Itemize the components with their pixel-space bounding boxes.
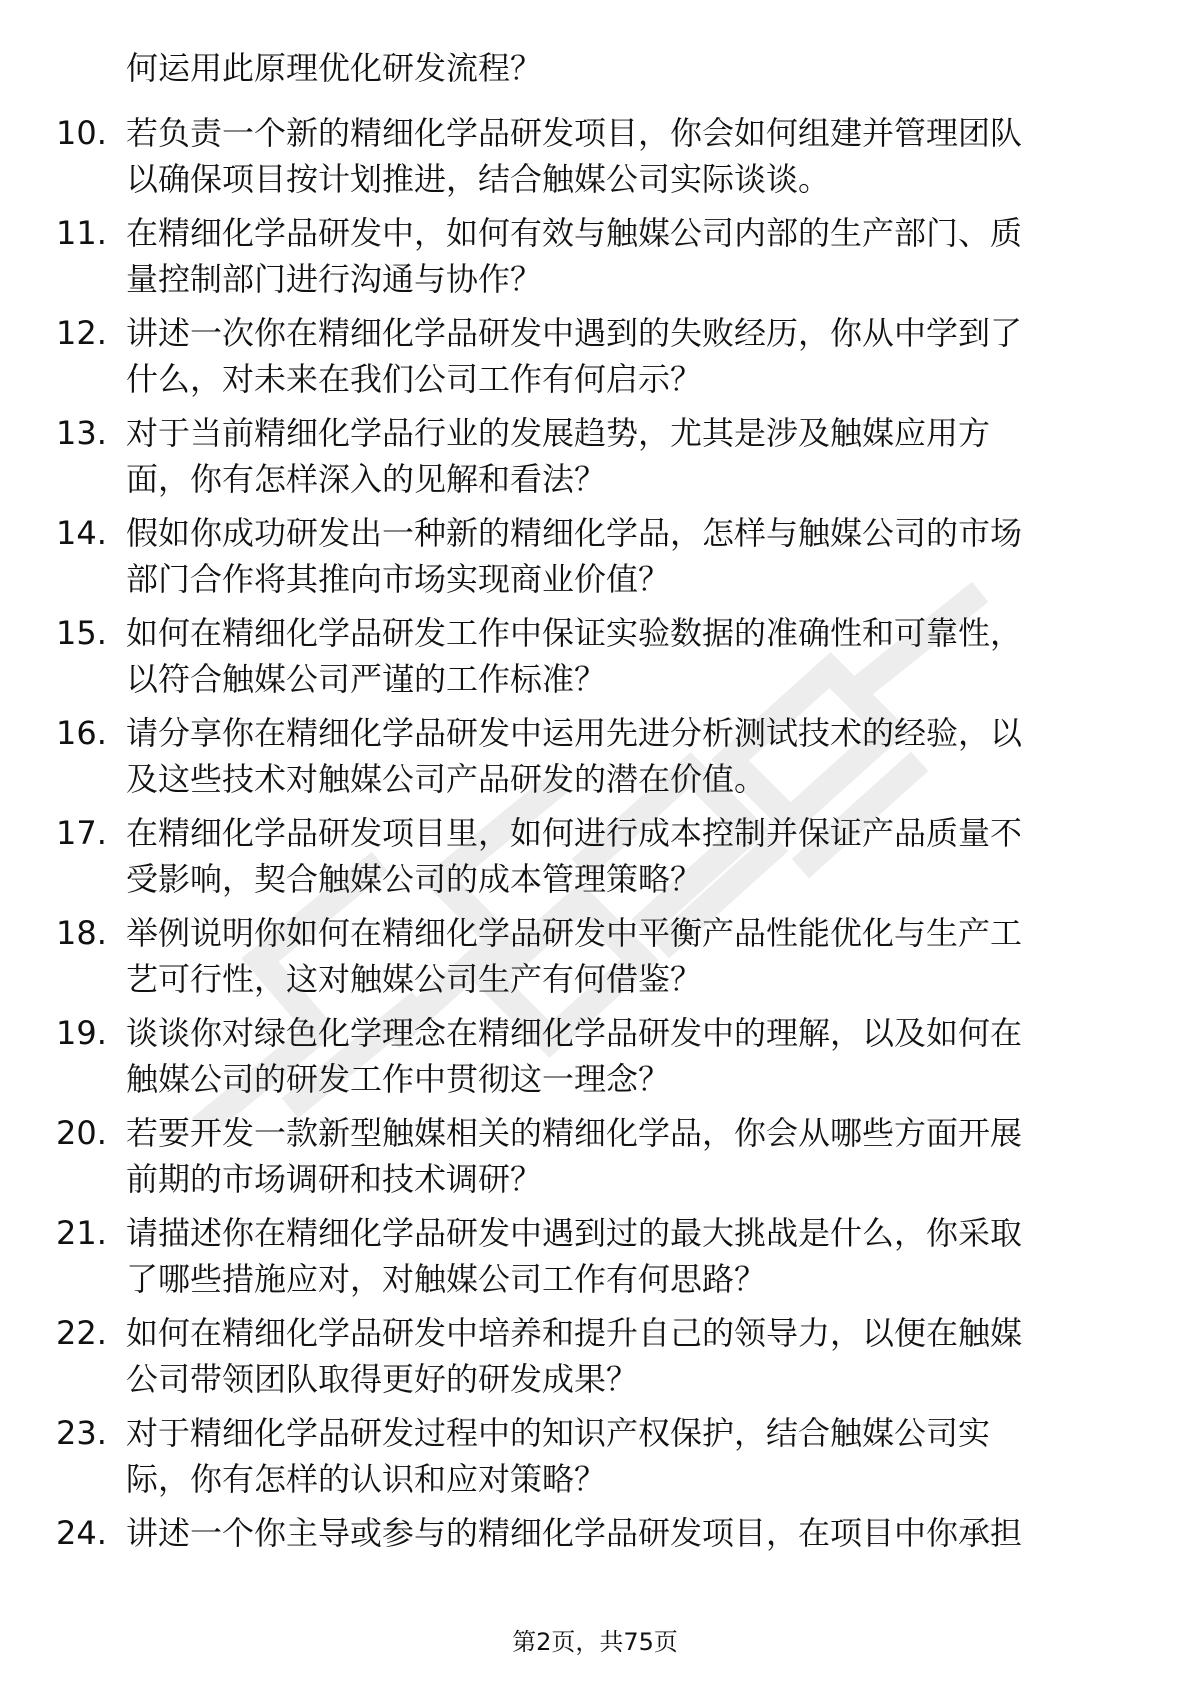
question-text — [126, 210, 1111, 302]
question-number: 19. — [56, 1014, 107, 1052]
question-text — [126, 410, 1111, 502]
question-text — [126, 1310, 1111, 1402]
question-number: 13. — [56, 414, 107, 452]
question-text-line: 量控制部门进行沟通与协作？ — [126, 260, 543, 298]
question-item — [0, 1410, 1190, 1510]
question-item — [0, 1510, 1190, 1610]
question-text-line: 举例说明你如何在精细化学品研发中平衡产品性能优化与生产工 — [126, 914, 1023, 952]
question-number: 16. — [56, 714, 107, 752]
question-text — [126, 610, 1111, 702]
question-text-line: 受影响，契合触媒公司的成本管理策略？ — [126, 860, 703, 898]
question-item — [0, 1010, 1190, 1110]
question-text-line: 对于精细化学品研发过程中的知识产权保护，结合触媒公司实 — [126, 1414, 991, 1452]
question-text-line: 艺可行性，这对触媒公司生产有何借鉴？ — [126, 960, 703, 998]
question-text-line: 公司带领团队取得更好的研发成果？ — [126, 1360, 639, 1398]
question-text — [126, 1010, 1111, 1102]
question-text — [126, 910, 1111, 1002]
question-item — [0, 1210, 1190, 1310]
question-item — [0, 410, 1190, 510]
question-text — [126, 1210, 1111, 1302]
question-item — [0, 810, 1190, 910]
question-number: 15. — [56, 614, 107, 652]
question-text-line: 如何在精细化学品研发工作中保证实验数据的准确性和可靠性， — [126, 614, 1023, 652]
question-item — [0, 1110, 1190, 1210]
question-text-line: 假如你成功研发出一种新的精细化学品，怎样与触媒公司的市场 — [126, 514, 1023, 552]
question-text-line: 若负责一个新的精细化学品研发项目，你会如何组建并管理团队 — [126, 114, 1023, 152]
question-item — [0, 510, 1190, 610]
question-number: 14. — [56, 514, 107, 552]
question-text-line: 了哪些措施应对，对触媒公司工作有何思路？ — [126, 1260, 767, 1298]
question-text — [126, 1110, 1111, 1202]
question-text-line: 面，你有怎样深入的见解和看法？ — [126, 460, 607, 498]
question-number: 17. — [56, 814, 107, 852]
question-text — [126, 810, 1111, 902]
question-item — [0, 610, 1190, 710]
question-item — [0, 310, 1190, 410]
question-text-line: 讲述一个你主导或参与的精细化学品研发项目，在项目中你承担 — [126, 1514, 1023, 1552]
question-text — [126, 710, 1111, 802]
question-number: 12. — [56, 314, 107, 352]
question-item — [0, 910, 1190, 1010]
question-text — [126, 510, 1111, 602]
question-item — [0, 1310, 1190, 1410]
question-text-line: 如何在精细化学品研发中培养和提升自己的领导力，以便在触媒 — [126, 1314, 1023, 1352]
question-number: 10. — [56, 114, 107, 152]
question-text-line: 以确保项目按计划推进，结合触媒公司实际谈谈。 — [126, 160, 831, 198]
question-number: 20. — [56, 1114, 107, 1152]
question-list — [0, 110, 1190, 1610]
question-number: 21. — [56, 1214, 107, 1252]
question-text-line: 请分享你在精细化学品研发中运用先进分析测试技术的经验，以 — [126, 714, 1023, 752]
question-number: 24. — [56, 1514, 107, 1552]
question-text-line: 谈谈你对绿色化学理念在精细化学品研发中的理解，以及如何在 — [126, 1014, 1023, 1052]
question-text-line: 若要开发一款新型触媒相关的精细化学品，你会从哪些方面开展 — [126, 1114, 1023, 1152]
page-footer: 第2页，共75页 — [512, 1628, 678, 1656]
question-number: 23. — [56, 1414, 107, 1452]
question-text-line: 际，你有怎样的认识和应对策略？ — [126, 1460, 607, 1498]
question-text-line: 请描述你在精细化学品研发中遇到过的最大挑战是什么，你采取 — [126, 1214, 1023, 1252]
question-text-line: 以符合触媒公司严谨的工作标准？ — [126, 660, 607, 698]
question-text-line: 在精细化学品研发项目里，如何进行成本控制并保证产品质量不 — [126, 814, 1023, 852]
question-item — [0, 710, 1190, 810]
question-text — [126, 1410, 1111, 1502]
question-text-line: 讲述一次你在精细化学品研发中遇到的失败经历，你从中学到了 — [126, 314, 1023, 352]
question-number: 22. — [56, 1314, 107, 1352]
question-text-line: 前期的市场调研和技术调研？ — [126, 1160, 543, 1198]
question-number: 18. — [56, 914, 107, 952]
question-item — [0, 110, 1190, 210]
question-text-line: 什么，对未来在我们公司工作有何启示？ — [126, 360, 703, 398]
question-item — [0, 210, 1190, 310]
question-text-line: 对于当前精细化学品行业的发展趋势，尤其是涉及触媒应用方 — [126, 414, 991, 452]
question-number: 11. — [56, 214, 107, 252]
question-text-line: 及这些技术对触媒公司产品研发的潜在价值。 — [126, 760, 767, 798]
question-text — [126, 1510, 1111, 1556]
question-text-line: 触媒公司的研发工作中贯彻这一理念？ — [126, 1060, 671, 1098]
question-text — [126, 310, 1111, 402]
continuation-text: 何运用此原理优化研发流程？ — [126, 49, 543, 87]
question-text-line: 部门合作将其推向市场实现商业价值？ — [126, 560, 671, 598]
question-text — [126, 110, 1111, 202]
question-text-line: 在精细化学品研发中，如何有效与触媒公司内部的生产部门、质 — [126, 214, 1023, 252]
